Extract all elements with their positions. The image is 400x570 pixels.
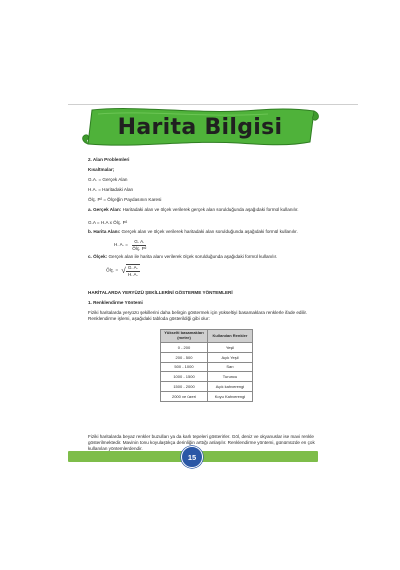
footer-paragraph: Fiziki haritalarda beyaz renkler buzulları ya da karlı tepeleri gösterirler. Göl, deniz ve okyanuslar ise mavi renkle gösterilmektedir. Mavinin tonu koyulaştıkça derinliğin arttığı anlaşılır. Renklendirme yöntemi, günümüzde en çok kullanılan yöntemlerdendir. xyxy=(88,434,315,452)
section2-title: HARİTALARDA YERYÜZÜ ŞEKİLLERİNİ GÖSTERME YÖNTEMLERİ xyxy=(88,290,233,295)
table-cell-elevation: 200 - 500 xyxy=(161,352,208,362)
formula-gercek-alan: G.A = H.A x Ölç. P² xyxy=(88,220,128,225)
table-row xyxy=(161,372,253,382)
gercek-alan-label: a. Gerçek Alan: xyxy=(88,207,122,212)
subsection-title: 1. Renklendirme Yöntemi xyxy=(88,300,143,305)
page-title: Harita Bilgisi xyxy=(117,114,283,140)
table-cell-elevation: 2000 ve üzeri xyxy=(161,391,208,401)
formula-olcek xyxy=(106,264,140,277)
olcek-text: Gerçek alan ile harita alanı verilerek ölçek sorulduğunda aşağıdaki formül kullanılır. xyxy=(108,254,278,259)
paragraph-olcek xyxy=(88,254,277,260)
table-header-colors: Kullanılan Renkler xyxy=(208,330,253,343)
harita-alani-text: Gerçek alan ve ölçek verilerek haritadaki alan sorulduğunda aşağıdaki formül kullanılır. xyxy=(121,229,298,234)
table-header-elevation: Yükselti basamakları (metre) xyxy=(161,330,208,343)
table-cell-color: Koyu Kahverengi xyxy=(208,391,253,401)
table-row xyxy=(161,343,253,353)
abbreviation-item: G.A. = Gerçek Alan xyxy=(88,177,128,182)
formula-c-numerator: G. A. xyxy=(127,265,139,270)
gercek-alan-text: Haritadaki alan ve ölçek verilerek gerçek alan sorulduğunda aşağıdaki formül kullanılır. xyxy=(122,207,299,212)
olcek-label: c. Ölçek: xyxy=(88,254,108,259)
sqrt-symbol: √ xyxy=(121,265,126,275)
paragraph-harita-alani xyxy=(88,229,298,235)
table-cell-color: Sarı xyxy=(208,362,253,372)
formula-c-sqrt xyxy=(121,264,140,277)
formula-c-lhs: Ölç. = xyxy=(106,267,119,273)
table-cell-color: Açık kahverengi xyxy=(208,382,253,392)
title-banner xyxy=(78,106,322,148)
formula-b-fraction xyxy=(132,239,146,251)
table-row xyxy=(161,391,253,401)
table-cell-color: Yeşil xyxy=(208,343,253,353)
formula-c-denominator: H. A. xyxy=(127,271,138,277)
formula-harita-alani xyxy=(114,239,146,251)
table-row xyxy=(161,362,253,372)
abbreviations-title: Kısaltmalar; xyxy=(88,167,115,172)
harita-alani-label: b. Harita Alanı: xyxy=(88,229,121,234)
section-title: 2. Alan Problemleri xyxy=(88,157,130,162)
table-cell-elevation: 1500 - 2000 xyxy=(161,382,208,392)
formula-c-fraction xyxy=(126,264,140,277)
formula-b-numerator: G. A. xyxy=(134,239,145,244)
table-cell-color: Turuncu xyxy=(208,372,253,382)
formula-b-lhs: H. A. = xyxy=(114,242,128,248)
table-row xyxy=(161,382,253,392)
elevation-color-table xyxy=(160,329,253,402)
table-row xyxy=(161,352,253,362)
subsection-text: Fiziki haritalarda yeryüzü şekillerini daha belirgin göstermek için yükseltiyi basamaklara renklerle ifade edilir. Renklendirme işlemi, aşağıdaki tabloda gösterildiği gibi olur: xyxy=(88,310,308,322)
formula-b-denominator: Ölç. P² xyxy=(132,245,147,251)
abbreviation-item: Ölç. P² = Ölçeğin Paydasının Karesi xyxy=(88,197,162,202)
table-cell-color: Açık Yeşil xyxy=(208,352,253,362)
paragraph-gercek-alan xyxy=(88,207,299,213)
table-cell-elevation: 1000 - 1500 xyxy=(161,372,208,382)
table-cell-elevation: 0 - 200 xyxy=(161,343,208,353)
abbreviation-item: H.A. = Haritadaki Alan xyxy=(88,187,134,192)
page-number-badge: 15 xyxy=(181,446,203,468)
table-header-row xyxy=(161,330,253,343)
table-cell-elevation: 500 - 1000 xyxy=(161,362,208,372)
top-divider xyxy=(68,104,358,105)
